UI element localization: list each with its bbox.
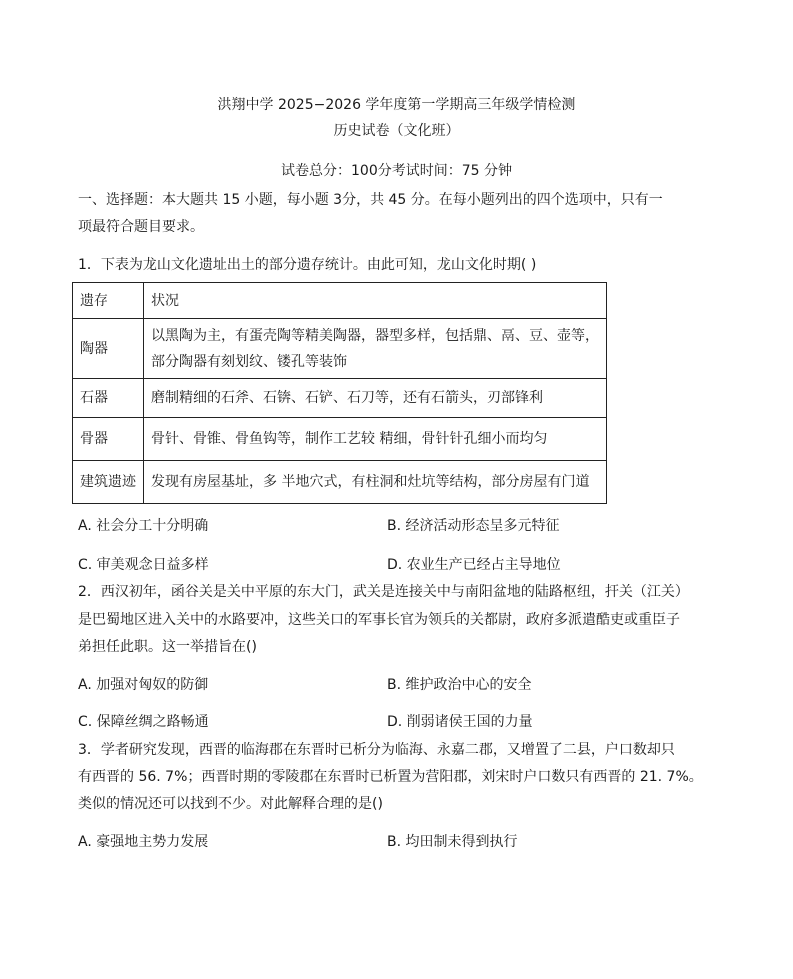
q1-option-d[interactable]: D. 农业生产已经占主导地位 (387, 557, 561, 573)
q3-option-a[interactable]: A. 豪强地主势力发展 (78, 834, 209, 850)
table-cell-category: 陶器 (73, 319, 144, 379)
q1-option-c[interactable]: C. 审美观念日益多样 (78, 557, 209, 573)
table-header-row (73, 283, 607, 319)
table-row (73, 379, 607, 418)
q3-stem-line2: 有西晋的 56. 7%；西晋时期的零陵郡在东晋时已析置为营阳郡，刘宋时户口数只有西晋的 21. 7%。 (78, 769, 703, 785)
table-cell-desc-line: 以黑陶为主，有蛋壳陶等精美陶器，器型多样，包括鼎、鬲、豆、壶等， (151, 327, 599, 344)
table-cell-category: 建筑遗迹 (73, 461, 144, 504)
q2-option-a[interactable]: A. 加强对匈奴的防御 (78, 677, 209, 693)
table-cell-desc (144, 418, 607, 461)
table-row (73, 461, 607, 504)
table-header-cell: 遗存 (73, 283, 144, 319)
table-header-cell: 状况 (144, 283, 607, 319)
artifact-table (72, 282, 607, 504)
q1-option-b[interactable]: B. 经济活动形态呈多元特征 (387, 518, 560, 534)
section-instruction-line1: 一、选择题：本大题共 15 小题，每小题 3分，共 45 分。在每小题列出的四个选项中，只有一 (78, 192, 663, 208)
table-cell-desc (144, 379, 607, 418)
q2-option-c[interactable]: C. 保障丝绸之路畅通 (78, 714, 209, 730)
q2-stem-line2: 是巴蜀地区进入关中的水路要冲，这些关口的军事长官为领兵的关都尉，政府多派遣酷吏或重臣子 (78, 612, 680, 628)
table-row (73, 418, 607, 461)
table-cell-desc (144, 319, 607, 379)
q3-option-b[interactable]: B. 均田制未得到执行 (387, 834, 518, 850)
table-cell-category: 骨器 (73, 418, 144, 461)
section-instruction-line2: 项最符合题目要求。 (78, 219, 204, 235)
q3-stem-line3: 类似的情况还可以找到不少。对此解释合理的是() (78, 796, 383, 812)
table-cell-desc-line: 骨针、骨锥、骨鱼钩等，制作工艺较 精细，骨针针孔细小而均匀 (151, 431, 548, 447)
table-cell-category: 石器 (73, 379, 144, 418)
q2-option-d[interactable]: D. 削弱诸侯王国的力量 (387, 714, 533, 730)
q2-stem-line1: 2．西汉初年，函谷关是关中平原的东大门，武关是连接关中与南阳盆地的陆路枢纽，扞关（江关） (78, 584, 689, 600)
exam-title: 洪翔中学 2025−2026 学年度第一学期高三年级学情检测 (217, 97, 576, 113)
table-row (73, 319, 607, 379)
q2-option-b[interactable]: B. 维护政治中心的安全 (387, 677, 532, 693)
exam-subtitle: 历史试卷（文化班） (333, 123, 460, 139)
table-cell-desc-line: 部分陶器有刻划纹、镂孔等装饰 (151, 353, 347, 370)
q2-stem-line3: 弟担任此职。这一举措旨在() (78, 639, 257, 655)
exam-meta: 试卷总分：100分考试时间：75 分钟 (281, 163, 512, 179)
q3-stem-line1: 3．学者研究发现，西晋的临海郡在东晋时已析分为临海、永嘉二郡，又增置了二县，户口数却只 (78, 742, 675, 758)
table-cell-desc-line: 发现有房屋基址，多 半地穴式，有柱洞和灶坑等结构，部分房屋有门道 (151, 474, 590, 490)
table-cell-desc (144, 461, 607, 504)
table-cell-desc-line: 磨制精细的石斧、石锛、石铲、石刀等，还有石箭头，刃部锋利 (151, 390, 543, 406)
q1-option-a[interactable]: A. 社会分工十分明确 (78, 518, 209, 534)
q1-stem: 1．下表为龙山文化遗址出土的部分遗存统计。由此可知，龙山文化时期( ) (78, 257, 537, 273)
